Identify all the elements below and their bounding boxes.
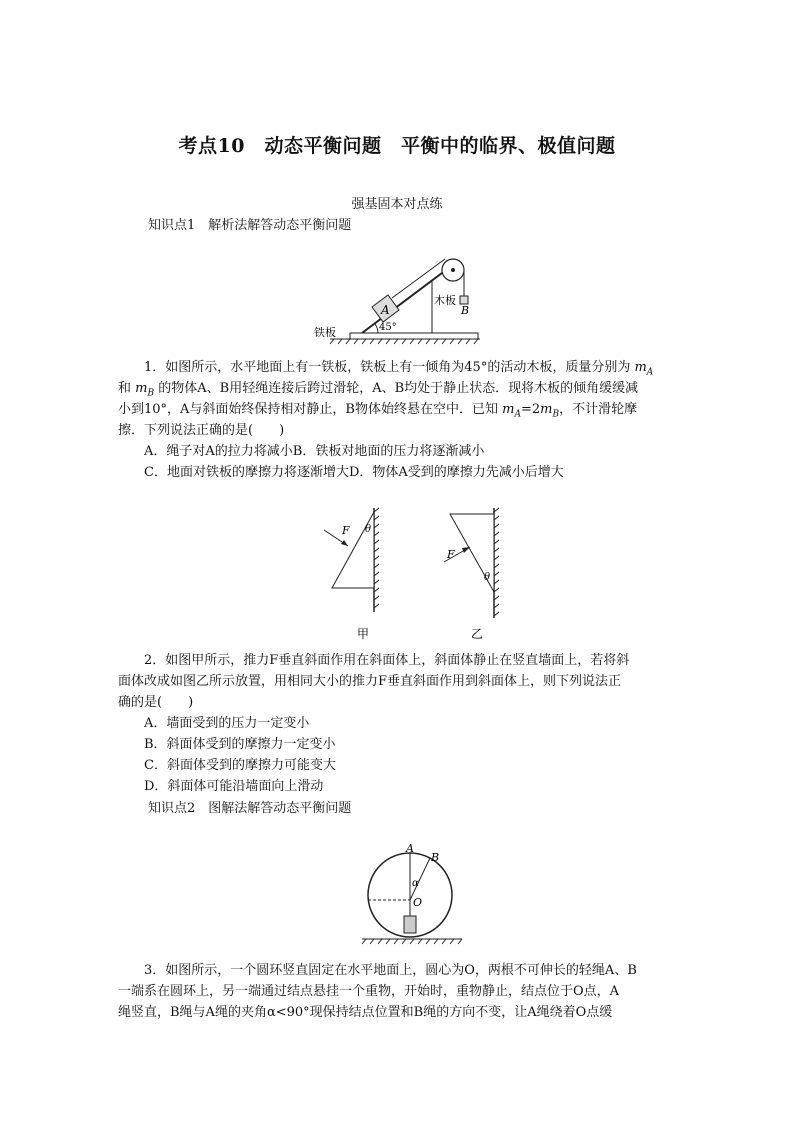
q2-line-2: 面体改成如图乙所示放置，用相同大小的推力F垂直斜面作用到斜面体上，则下列说法正 (118, 674, 622, 689)
pulley-axle (451, 268, 455, 272)
figure-jia-label: 甲 (357, 627, 370, 641)
wood-label: 木板 (434, 294, 456, 307)
iron-plate (350, 333, 478, 339)
theta-label-yi: θ (484, 572, 491, 583)
block-b-label: B (461, 304, 470, 317)
q2-option-a: A．墙面受到的压力一定变小 (144, 716, 310, 731)
weight (404, 916, 416, 933)
q3-line-3: 绳竖直，B绳与A绳的夹角α<90°现保持结点位置和B绳的方向不变，让A绳绕着O点缓 (118, 1005, 613, 1020)
q2-option-c: C．斜面体受到的摩擦力可能变大 (144, 758, 336, 773)
figure-3-ring (358, 840, 468, 952)
ground-hatch-3 (362, 939, 462, 944)
ground-hatch (330, 339, 480, 344)
force-label-jia: F (342, 524, 350, 537)
q2-option-d: D．斜面体可能沿墙面向上滑动 (144, 779, 324, 794)
point-b-label: B (431, 851, 440, 864)
q2-option-b: B．斜面体受到的摩擦力一定变小 (144, 737, 336, 752)
q2-line-3: 确的是( ) (118, 695, 194, 710)
force-arrowhead-jia (341, 540, 348, 546)
q3-line-1: 3．如图所示，一个圆环竖直固定在水平地面上，圆心为O，两根不可伸长的轻绳A、B (144, 963, 637, 978)
q2-line-1: 2．如图甲所示，推力F垂直斜面作用在斜面体上，斜面体静止在竖直墙面上，若将斜 (144, 653, 630, 668)
q1-options-ab: A．绳子对A的拉力将减小B．铁板对地面的压力将逐渐减小 (144, 444, 485, 459)
q1-line-1: 1．如图所示，水平地面上有一铁板，铁板上有一倾角为45°的活动木板，质量分别为 $m_A$ (144, 360, 654, 378)
force-label-yi: F (447, 548, 455, 561)
iron-label: 铁板 (314, 326, 336, 339)
block-b (460, 296, 468, 304)
point-o-label: O (413, 896, 423, 909)
angle-label: 45° (379, 322, 397, 333)
figure-1-incline-pulley (300, 256, 490, 346)
theta-label-jia: θ (365, 524, 372, 535)
q3-line-2: 一端系在圆环上，另一端通过结点悬挂一个重物，开始时，重物静止，结点位于O点，A (118, 984, 620, 999)
section-heading: 强基固本对点练 (351, 197, 443, 212)
knowledge-point-2: 知识点2 图解法解答动态平衡问题 (148, 801, 352, 816)
angle-arc (375, 324, 378, 333)
page-title: 考点10 动态平衡问题 平衡中的临界、极值问题 (178, 135, 616, 157)
knowledge-point-1: 知识点1 解析法解答动态平衡问题 (148, 218, 352, 233)
q1-line-4: 擦．下列说法正确的是( ) (118, 423, 285, 438)
force-arrowhead-yi (462, 547, 470, 553)
q1-line-3: 小到10°，A与斜面始终保持相对静止，B物体始终悬在空中．已知 $m_A=2m_B$，不计滑轮摩 (118, 402, 638, 420)
point-a-label: A (406, 842, 414, 855)
alpha-label: α (412, 878, 419, 889)
q1-line-2: 和 $m_B$ 的物体A、B用轻绳连接后跨过滑轮，A、B均处于静止状态．现将木板的倾角缓缓减 (118, 381, 639, 399)
figure-yi-label: 乙 (471, 627, 484, 641)
block-a-label: A (381, 303, 390, 317)
q1-options-cd: C．地面对铁板的摩擦力将逐渐增大D．物体A受到的摩擦力先减小后增大 (144, 465, 564, 480)
rope-a (392, 259, 445, 298)
figure-2-wedges (310, 500, 520, 645)
